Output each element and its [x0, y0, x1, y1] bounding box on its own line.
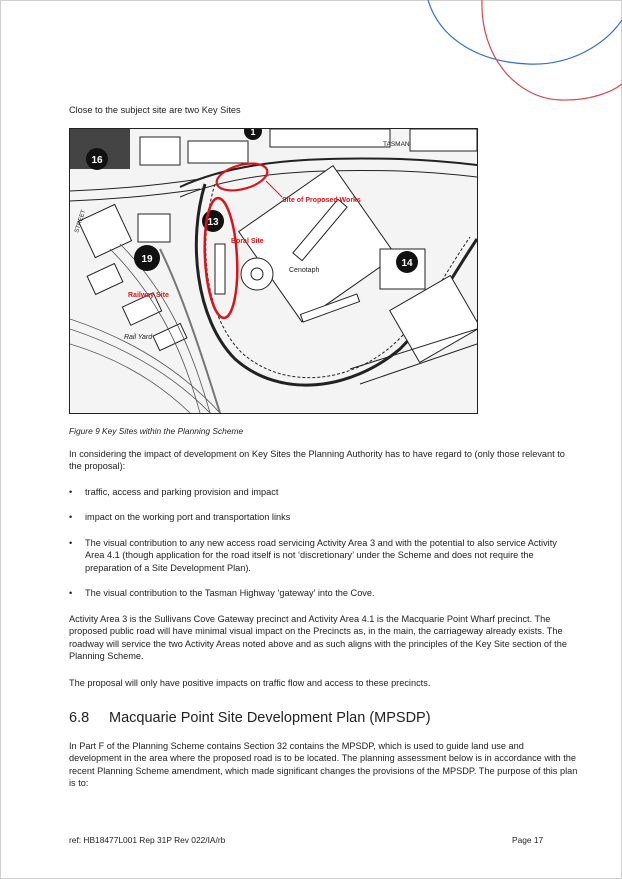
map-label-rail-yard: Rail Yard	[124, 334, 153, 341]
decorative-arcs	[420, 0, 622, 110]
footer-reference: ref: HB18477L001 Rep 31P Rev 022/IA/rb	[69, 835, 226, 845]
footer-page-number: Page 17	[512, 835, 544, 845]
list-item: • traffic, access and parking provision and impact	[69, 486, 577, 498]
list-item: • The visual contribution to the Tasman Highway ‘gateway’ into the Cove.	[69, 587, 577, 599]
paragraph-mpsdp: In Part F of the Planning Scheme contains Section 32 contains the MPSDP, which is used to guide land use and development in the area where the proposed road is to be located. The planning assessment below is in accordance with the recent Planning Scheme amendment, which made significant changes the provisions of the MPSDP. The purpose of this plan is to:	[69, 741, 578, 789]
map-label-railway: Railway Site	[128, 292, 169, 299]
paragraph-activity-areas: Activity Area 3 is the Sullivans Cove Gateway precinct and Activity Area 4.1 is the Macquarie Point Wharf precinct. The proposed public road will have minimal visual impact on the Precincts as, in the main, the carriageway already exists. The roadway will service the two Activity Areas noted above and as such aligns with the principles of the Key Site section of the Planning Scheme.	[69, 614, 567, 662]
intro-text: Close to the subject site are two Key Sites	[69, 105, 241, 115]
site-marker-16: 16	[91, 155, 103, 166]
figure-caption: Figure 9 Key Sites within the Planning Scheme	[69, 426, 244, 436]
map-label-cenotaph: Cenotaph	[289, 267, 320, 274]
section-heading	[69, 710, 431, 726]
map-label-boral: Boral Site	[231, 238, 264, 245]
list-item: • impact on the working port and transportation links	[69, 511, 577, 523]
key-sites-map	[69, 128, 478, 414]
map-label-street: STREET	[74, 209, 88, 234]
map-label-tasman: TASMAN	[383, 141, 410, 148]
section-title: Macquarie Point Site Development Plan (MPSDP)	[109, 710, 431, 726]
list-item: • The visual contribution to any new access road servicing Activity Area 3 and with the potential to also service Activity Area 4.1 (though application for the road itself is not ‘discretionary’ under the Scheme and does not require the preparation of a Site Development Plan).	[69, 537, 577, 574]
site-marker-13: 13	[207, 217, 219, 228]
site-marker-1: 1	[250, 129, 256, 137]
paragraph-positive-impacts: The proposal will only have positive impacts on traffic flow and access to these precincts.	[69, 678, 431, 688]
site-marker-19: 19	[141, 254, 153, 265]
map-label-site-works: Site of Proposed Works	[282, 197, 361, 204]
considerations-list	[69, 486, 577, 599]
paragraph-key-sites: In considering the impact of development on Key Sites the Planning Authority has to have regard to (only those relevant to the proposal):	[69, 449, 565, 472]
site-marker-14: 14	[401, 258, 413, 269]
section-number: 6.8	[69, 710, 90, 726]
